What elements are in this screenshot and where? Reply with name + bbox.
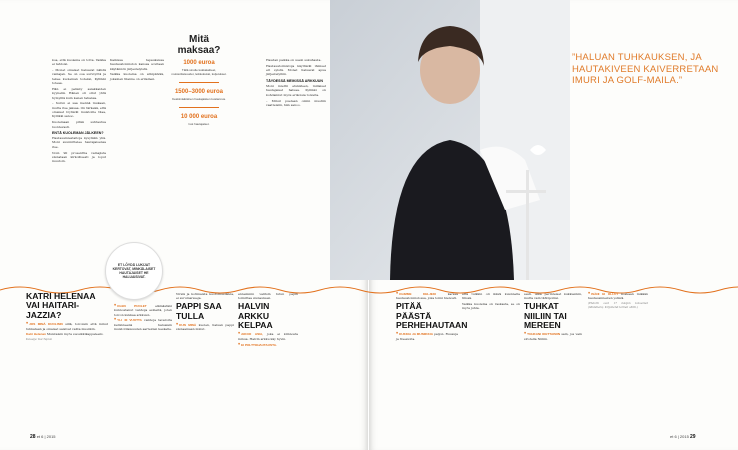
sidebar-title: Mitä maksaa? xyxy=(177,34,221,56)
issue-label: et 6 | 2015 xyxy=(36,434,56,439)
quote-icon: ❝ xyxy=(114,317,117,323)
paragraph: – Surun ei saa mennä mukaan, mutta itse jaksaa. On tärkeää, että omaiset löytävät muistoille tilaa, Kyllikki sanoo. xyxy=(52,101,106,119)
story-title: TUHKAT NIILIIN TAI MEREEN xyxy=(524,301,567,330)
bottom-column-1 xyxy=(26,292,108,344)
paragraph xyxy=(238,332,298,341)
story-text: elämästäni kunnostanut vanhoja esineitä, joten toivon kukkaa arkkuun. xyxy=(114,304,172,317)
price-1: 1000 euroa xyxy=(183,60,215,66)
price-2: 1500–3000 euroa xyxy=(174,89,224,95)
paragraph xyxy=(114,318,172,331)
page-number: 28 xyxy=(30,434,36,440)
left-article-column-2 xyxy=(110,58,164,83)
paragraph: Virsiä ja kotimaista kuoromusiikkia, ei surumarsseja. xyxy=(176,292,234,301)
price-3: 10 000 euroa xyxy=(180,114,218,120)
paragraph xyxy=(176,323,234,332)
speaker: TUHKANI IKETTAISIIN xyxy=(527,332,561,337)
paragraph xyxy=(588,292,648,301)
page-number: 29 xyxy=(689,434,696,440)
speaker: EI POLTTOHAUTAUSTA. xyxy=(241,342,277,347)
story-title: PAPPI SAA TULLA xyxy=(176,301,222,321)
paragraph: Kuolemaan pitää suhtautua luontevasti. xyxy=(52,120,106,129)
speaker: OLIMME KELJEKI xyxy=(399,292,437,296)
paragraph: Hautaustoimistoja käyttävät ihmiset eri syistä. Monet haluavat apua järjestelyihin. xyxy=(266,63,326,77)
subheading: ENTÄ KUOLEMAN JÄLKEEN? xyxy=(52,130,104,135)
price-note-1: Tällä sinulle kukkalaitteet, muistotilaisuudet, leikkokukat, kuljetukset. xyxy=(171,68,227,76)
speaker: JOS MINÄ KUOLISIN xyxy=(29,322,63,327)
story-text: sain, jos vain sirotella Niiliin. xyxy=(524,332,582,341)
quote-icon: ❝ xyxy=(588,291,591,296)
bottom-column-6 xyxy=(462,292,520,312)
speaker: KUN MINÄ xyxy=(179,323,197,327)
pull-quote-text: ”HALUAN TUHKAUKSEN, JA HAUTAKIVEEN KAIVERRETAAN IMURI JA GOLF-MAILA.” xyxy=(572,52,719,86)
left-article-column-1 xyxy=(52,58,106,165)
speaker: YLI 40 VUOTTA xyxy=(117,318,142,323)
quote-icon: ❝ xyxy=(176,322,179,327)
paragraph: että tulkkin oli ikävä kuunnella tilissä. xyxy=(462,292,520,301)
price-note-3: Isot hautajaiset. xyxy=(188,122,210,126)
issue-label: et 6 | 2015 xyxy=(670,434,689,439)
quote-icon: ❝ xyxy=(26,321,29,327)
left-folio xyxy=(30,434,56,440)
bubble-text: ET LÖYDÄ LUKIJAT KERTOVAT, MINKÄLAISET HAUTAJAISET HE HALUAISIVAT. xyxy=(112,262,156,280)
right-folio xyxy=(670,434,696,440)
bottom-column-8 xyxy=(588,292,648,312)
story-title: PITÄÄ PÄÄSTÄ PERHEHAUTAAN xyxy=(396,301,468,330)
quote-icon: ❝ xyxy=(238,341,241,347)
center-article-column xyxy=(266,58,326,109)
quote-icon: ❝ xyxy=(396,331,399,337)
paragraph: ennemmin valitsin tutun papin toimittaa siunauksen. xyxy=(238,292,298,301)
paragraph: Haudan paikka on usein sukuhauta. xyxy=(266,58,322,62)
subheading: TÄYDESSÄ MEIKISSÄ ARKKUUN xyxy=(266,78,323,83)
story-text: vanhoja tavaroita keränneenä haluaisin muistotilaisuuden aarteiden keskelle. xyxy=(114,318,173,332)
credit: (Ehdotti ovat 17 lukijan kokoamat (lähdetieto). Kirjoitetut tarinat ohitti.) xyxy=(588,302,648,310)
story-text: kuolen, haluan pappi siunaamaan minut. xyxy=(176,323,235,332)
paragraph: Vaikka kuolema on raskasta, se on myös juhla. xyxy=(462,302,520,311)
paragraph: koa, että kuolema on totta. Vaikka ei tahtoisi. xyxy=(52,58,106,67)
divider xyxy=(179,107,219,108)
paragraph xyxy=(396,332,458,341)
story-title: KATRI HELENAA VAI HAITARI-JAZZIA? xyxy=(26,291,96,320)
portrait-photo xyxy=(330,0,570,280)
quote-icon: ❝ xyxy=(524,331,527,337)
paragraph: Hautausmiestaitoja kysytään yhä. Moni suunnittelee hautajaisensa itse. xyxy=(52,136,106,149)
price-note-2: Keskimääräinen hautajaisten kustannus. xyxy=(172,97,226,101)
quote-icon: ❝ xyxy=(114,303,117,308)
paragraph: Hän ei pelästy asiakkaiden kyyneliä. Hänen oli ollut yhtä hymyillä kuin kenen tahansa. xyxy=(52,86,106,100)
story-title: HALVIN ARKKU KELPAA xyxy=(238,301,273,330)
paragraph: sesti. Aika perinteiset kukkienkin, mutta vain tähtipoliisi. xyxy=(524,292,582,301)
divider xyxy=(179,82,219,83)
bottom-column-5 xyxy=(396,291,468,343)
story-text: sillä, toivoisin että minut tuhkataan ja omaiset saisivat valita musiikin. xyxy=(26,322,108,331)
paragraph: Vaikka kuolema on arkipäivää, jokainen tilanne on erilainen. xyxy=(110,72,164,81)
paragraph: Noin 90 prosenttia vainajista siunataan kirkollisesti ja loput muutoin. xyxy=(52,150,106,164)
paragraph xyxy=(524,332,582,341)
reader-callout-bubble xyxy=(105,242,163,300)
bottom-column-2 xyxy=(114,304,172,333)
speaker: OLEN PUOLET xyxy=(117,304,147,308)
story-text: karsea hautaustoimistossa, joka toimi hienosti. xyxy=(396,292,458,301)
speaker: KUKKIA JA MUSIIKKIA xyxy=(399,332,433,337)
speaker: AIKOO ASIA, xyxy=(241,332,264,337)
bottom-column-3 xyxy=(176,292,234,333)
quote-icon: ❝ xyxy=(238,331,241,337)
story-text: koskaan mikään hautausmiesten ystävä. xyxy=(588,292,649,301)
pull-quote xyxy=(572,52,722,87)
paragraph: – Minut puetaan omiin mustiin vaatteisiin, hän sanoo. xyxy=(266,98,326,107)
paragraph xyxy=(26,322,108,331)
portrait-illustration xyxy=(330,0,570,280)
story-text: Muistaisin myös suosikkikappaleeni. xyxy=(46,332,104,337)
paragraph: – Monet omaiset haluavat nähdä vainajan. Se on osa surutyötä ja tekee kuoleman todeksi, Kyllikki toteaa. xyxy=(52,68,106,86)
speaker: ISÄNI EI OLLUT xyxy=(591,292,619,296)
paragraph: Moni miettii etukäteen, millaiset hautajaiset haluaa. Kyllikki on kohdannut myös erikoisia toiveita. xyxy=(266,84,326,97)
paragraph xyxy=(26,332,108,336)
paragraph xyxy=(114,304,172,317)
story-text: paljon. Ruusuja ja freesioita. xyxy=(396,332,458,341)
story-text: joka ei kiinnosta minua. Halvin arkku käy hyvin. xyxy=(238,332,299,341)
paragraph xyxy=(396,292,458,301)
bottom-column-4 xyxy=(238,292,298,348)
credit: Kuvaaja: Kai Tapion xyxy=(26,338,53,342)
speaker: Katri Helenan xyxy=(26,332,46,337)
bottom-column-7 xyxy=(524,292,582,343)
quote-icon: ❝ xyxy=(396,291,399,296)
paragraph xyxy=(238,343,298,347)
paragraph: Kaikissa tapauksissa hautaustoimiston kanssa sovitaan käytännön järjestelyistä. xyxy=(110,58,164,71)
price-sidebar xyxy=(170,34,228,128)
